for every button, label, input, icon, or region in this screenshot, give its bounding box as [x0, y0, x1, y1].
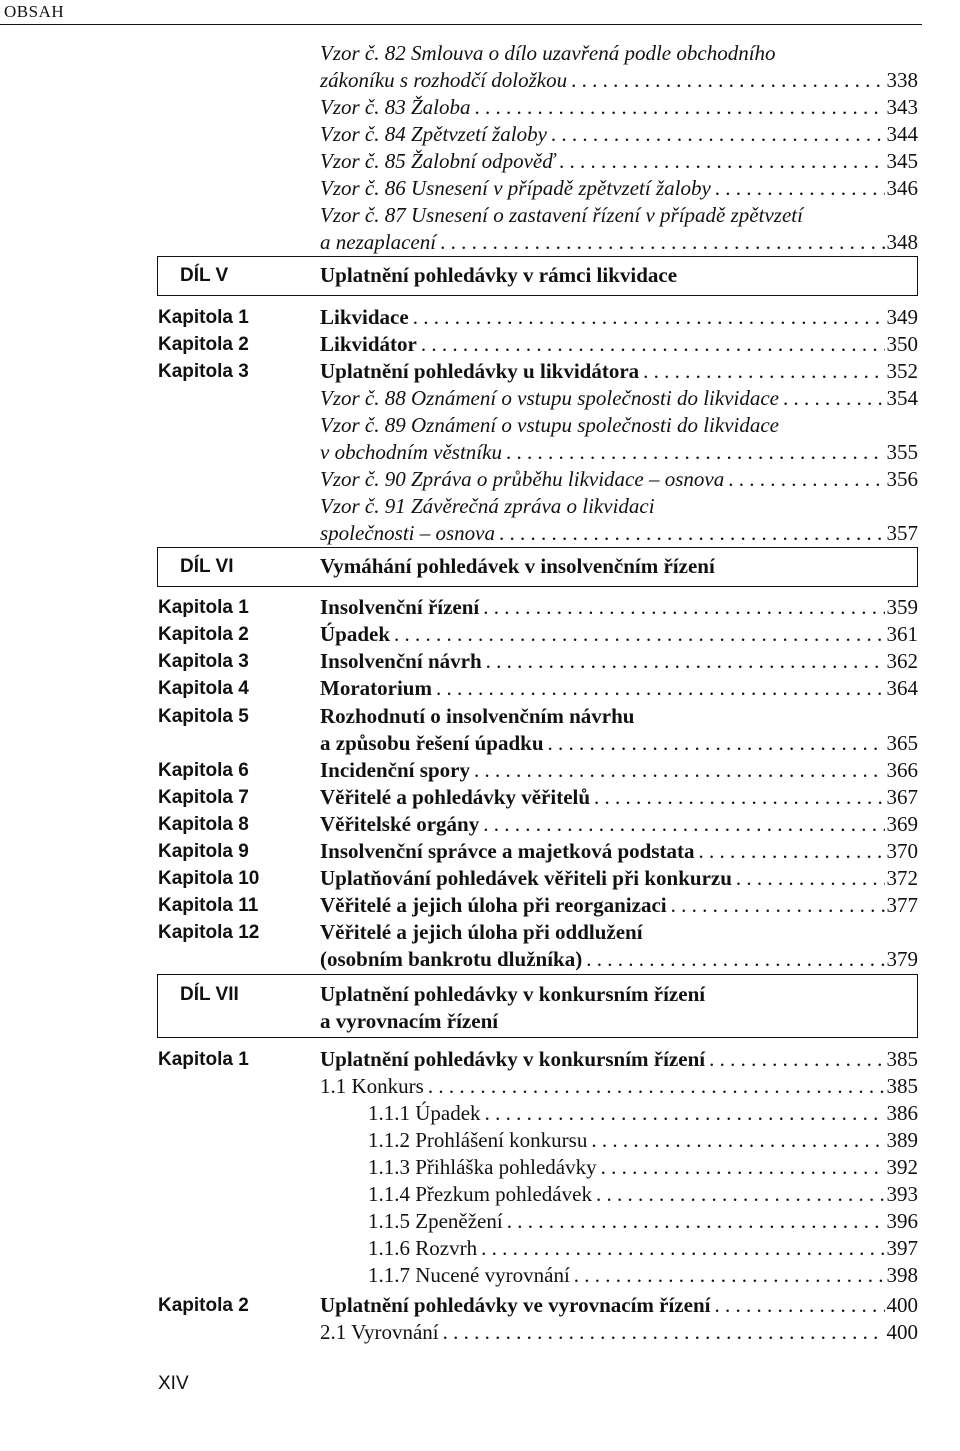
toc-entry-title: Uplatnění pohledávky ve vyrovnacím řízení [320, 1293, 711, 1317]
toc-entry[interactable] [320, 730, 918, 757]
toc-entry[interactable] [320, 331, 918, 358]
chapter-label: Kapitola 1 [158, 307, 249, 328]
toc-entry[interactable] [320, 1292, 918, 1319]
chapter-label: Kapitola 2 [158, 334, 249, 355]
toc-entry[interactable] [320, 757, 918, 784]
toc-entry-title: 1.1.1 Úpadek [368, 1101, 481, 1125]
toc-entry[interactable] [320, 40, 918, 67]
toc-entry[interactable] [368, 1100, 918, 1127]
toc-entry[interactable] [320, 304, 918, 331]
toc-entry-page: 359 [886, 595, 918, 619]
part-title: Vymáhání pohledávek v insolvenčním řízení [320, 554, 715, 578]
toc-entry-page: 343 [886, 95, 918, 119]
chapter-label: Kapitola 3 [158, 651, 249, 672]
toc-entry-title: Likvidace [320, 305, 409, 329]
leader-dots [570, 1262, 885, 1289]
chapter-label: Kapitola 7 [158, 787, 249, 808]
toc-entry-title: Uplatňování pohledávek věřiteli při konkurzu [320, 866, 732, 890]
leader-dots [390, 621, 884, 648]
leader-dots [592, 1181, 885, 1208]
leader-dots [503, 1208, 885, 1235]
leader-dots [710, 1292, 884, 1319]
toc-entry-title: Věřitelé a jejich úloha při oddlužení [320, 920, 643, 944]
toc-entry-title: 2.1 Vyrovnání [320, 1320, 439, 1344]
toc-entry[interactable] [368, 1181, 918, 1208]
leader-dots [547, 121, 885, 148]
toc-entry-page: 350 [886, 332, 918, 356]
toc-entry[interactable] [320, 466, 918, 493]
leader-dots [705, 1046, 884, 1073]
toc-entry-title: a nezaplacení [320, 230, 437, 254]
toc-entry-page: 369 [886, 812, 918, 836]
toc-entry-title: 1.1.5 Zpeněžení [368, 1209, 503, 1233]
toc-entry[interactable] [320, 493, 918, 520]
toc-entry-title: Vzor č. 84 Zpětvzetí žaloby [320, 122, 547, 146]
chapter-label: Kapitola 8 [158, 814, 249, 835]
toc-entry-page: 372 [886, 866, 918, 890]
leader-dots [432, 675, 885, 702]
chapter-label: Kapitola 3 [158, 361, 249, 382]
leader-dots [590, 784, 884, 811]
toc-entry[interactable] [320, 648, 918, 675]
leader-dots [482, 648, 885, 675]
leader-dots [477, 1235, 884, 1262]
toc-entry[interactable] [320, 594, 918, 621]
chapter-label: Kapitola 9 [158, 841, 249, 862]
toc-entry[interactable] [368, 1208, 918, 1235]
toc-entry-page: 367 [886, 785, 918, 809]
part-label: DÍL V [180, 265, 229, 286]
leader-dots [471, 94, 885, 121]
toc-entry-page: 385 [886, 1074, 918, 1098]
part-label: DÍL VII [180, 984, 239, 1005]
chapter-label: Kapitola 6 [158, 760, 249, 781]
toc-entry-page: 366 [886, 758, 918, 782]
toc-entry-page: 346 [886, 176, 918, 200]
toc-entry[interactable] [320, 67, 918, 94]
toc-entry[interactable] [320, 385, 918, 412]
toc-entry[interactable] [320, 811, 918, 838]
toc-entry-title: Vzor č. 89 Oznámení o vstupu společnosti do likvidace [320, 413, 780, 437]
leader-dots [587, 1127, 884, 1154]
leader-dots [582, 946, 884, 973]
leader-dots [711, 175, 885, 202]
toc-entry-page: 355 [886, 440, 918, 464]
toc-entry[interactable] [320, 946, 918, 973]
leader-dots [567, 67, 884, 94]
toc-entry-page: 400 [886, 1293, 918, 1317]
toc-entry-page: 393 [886, 1182, 918, 1206]
toc-entry-page: 386 [886, 1101, 918, 1125]
leader-dots [597, 1154, 885, 1181]
toc-entry-title: Uplatnění pohledávky u likvidátora [320, 359, 640, 383]
leader-dots [470, 757, 885, 784]
toc-entry-page: 377 [886, 893, 918, 917]
toc-entry-page: 400 [886, 1320, 918, 1344]
toc-entry-page: 361 [886, 622, 918, 646]
running-head: OBSAH [4, 2, 65, 21]
toc-entry-page: 349 [886, 305, 918, 329]
chapter-label: Kapitola 2 [158, 624, 249, 645]
toc-entry[interactable] [320, 229, 918, 256]
toc-entry-page: 345 [886, 149, 918, 173]
part-title: Uplatnění pohledávky v konkursním řízení a vyrovnacím řízení [320, 982, 706, 1033]
toc-entry[interactable] [320, 94, 918, 121]
toc-entry-title: Insolvenční návrh [320, 649, 482, 673]
leader-dots [667, 892, 885, 919]
part-title: Uplatnění pohledávky v rámci likvidace [320, 263, 678, 287]
toc-entry-page: 370 [886, 839, 918, 863]
toc-entry[interactable] [320, 148, 918, 175]
toc-entry-title: Úpadek [320, 622, 391, 646]
toc-entry-title: 1.1 Konkurs [320, 1074, 424, 1098]
toc-entry[interactable] [320, 175, 918, 202]
chapter-label: Kapitola 4 [158, 678, 249, 699]
leader-dots [779, 385, 884, 412]
toc-entry-title: 1.1.2 Prohlášení konkursu [368, 1128, 588, 1152]
toc-entry[interactable] [320, 703, 918, 730]
leader-dots [495, 520, 885, 547]
toc-entry-title: Věřitelé a jejich úloha při reorganizaci [320, 893, 667, 917]
toc-entry[interactable] [320, 1319, 918, 1346]
leader-dots [695, 838, 885, 865]
toc-entry[interactable] [320, 838, 918, 865]
toc-entry-title: Vzor č. 91 Závěrečná zpráva o likvidaci [320, 494, 655, 518]
toc-entry-page: 385 [886, 1047, 918, 1071]
toc-entry-page: 352 [886, 359, 918, 383]
leader-dots [479, 811, 884, 838]
toc-entry-title: Moratorium [320, 676, 432, 700]
toc-entry-page: 365 [886, 731, 918, 755]
leader-dots [439, 1319, 885, 1346]
toc-entry-page: 389 [886, 1128, 918, 1152]
toc-entry-page: 338 [886, 68, 918, 92]
toc-entry-page: 392 [886, 1155, 918, 1179]
chapter-label: Kapitola 11 [158, 895, 259, 916]
toc-entry[interactable] [368, 1127, 918, 1154]
page-number: XIV [158, 1373, 189, 1394]
leader-dots [555, 148, 884, 175]
chapter-label: Kapitola 2 [158, 1295, 249, 1316]
toc-entry-title: Vzor č. 85 Žalobní odpověď [320, 149, 556, 173]
leader-dots [502, 439, 885, 466]
toc-entry-title: Uplatnění pohledávky v konkursním řízení [320, 1047, 706, 1071]
part-label: DÍL VI [180, 556, 234, 577]
leader-dots [724, 466, 884, 493]
toc-entry-page: 364 [886, 676, 918, 700]
toc-entry[interactable] [320, 520, 918, 547]
toc-entry-title: 1.1.6 Rozvrh [368, 1236, 478, 1260]
toc-entry-page: 356 [886, 467, 918, 491]
leader-dots [436, 229, 884, 256]
part-heading [157, 256, 918, 296]
toc-entry-page: 379 [886, 947, 918, 971]
chapter-label: Kapitola 10 [158, 868, 260, 889]
toc-entry-title: 1.1.7 Nucené vyrovnání [368, 1263, 570, 1287]
toc-entry-page: 357 [886, 521, 918, 545]
toc-entry-title: Vzor č. 87 Usnesení o zastavení řízení v případě zpětvzetí [320, 203, 803, 227]
toc-entry-title: Vzor č. 82 Smlouva o dílo uzavřená podle obchodního [320, 41, 776, 65]
toc-entry[interactable] [320, 1073, 918, 1100]
chapter-label: Kapitola 1 [158, 1049, 249, 1070]
toc-entry[interactable] [320, 358, 918, 385]
toc-entry-title: Insolvenční řízení [320, 595, 480, 619]
toc-entry-page: 398 [886, 1263, 918, 1287]
toc-entry-page: 348 [886, 230, 918, 254]
toc-entry-page: 362 [886, 649, 918, 673]
toc-entry-title: a způsobu řešení úpadku [320, 731, 544, 755]
leader-dots [417, 331, 885, 358]
toc-entry[interactable] [320, 892, 918, 919]
toc-entry[interactable] [320, 784, 918, 811]
toc-entry-title: Rozhodnutí o insolvenčním návrhu [320, 704, 635, 728]
leader-dots [481, 1100, 885, 1127]
chapter-label: Kapitola 5 [158, 706, 249, 727]
leader-dots [732, 865, 885, 892]
toc-entry-title: Insolvenční správce a majetková podstata [320, 839, 695, 863]
leader-dots [409, 304, 885, 331]
chapter-label: Kapitola 1 [158, 597, 249, 618]
toc-entry-page: 397 [886, 1236, 918, 1260]
chapter-label: Kapitola 12 [158, 922, 260, 943]
toc-entry[interactable] [320, 865, 918, 892]
toc-entry-title: zákoníku s rozhodčí doložkou [320, 68, 568, 92]
toc-entry[interactable] [368, 1154, 918, 1181]
toc-entry-title: Incidenční spory [320, 758, 470, 782]
part-heading [157, 547, 918, 587]
leader-dots [544, 730, 885, 757]
toc-entry[interactable] [320, 202, 918, 229]
toc-entry-title: Likvidátor [320, 332, 417, 356]
toc-entry-title: 1.1.3 Přihláška pohledávky [368, 1155, 597, 1179]
toc-entry[interactable] [320, 675, 918, 702]
toc-entry[interactable] [320, 439, 918, 466]
toc-entry[interactable] [320, 121, 918, 148]
toc-entry-title: (osobním bankrotu dlužníka) [320, 947, 583, 971]
toc-entry-title: Vzor č. 88 Oznámení o vstupu společnosti do likvidace [320, 386, 780, 410]
toc-entry[interactable] [320, 412, 918, 439]
toc-entry-title: společnosti – osnova [320, 521, 495, 545]
toc-entry[interactable] [320, 1046, 918, 1073]
toc-entry-title: Věřitelé a pohledávky věřitelů [320, 785, 591, 809]
toc-entry-page: 344 [886, 122, 918, 146]
leader-dots [424, 1073, 885, 1100]
part-heading [157, 974, 918, 1038]
toc-entry-title: v obchodním věstníku [320, 440, 502, 464]
toc-entry[interactable] [368, 1262, 918, 1289]
toc-entry-page: 354 [886, 386, 918, 410]
leader-dots [639, 358, 884, 385]
toc-entry-page: 396 [886, 1209, 918, 1233]
toc-entry-title: 1.1.4 Přezkum pohledávek [368, 1182, 592, 1206]
toc-entry-title: Věřitelské orgány [320, 812, 480, 836]
toc-entry[interactable] [368, 1235, 918, 1262]
toc-entry[interactable] [320, 621, 918, 648]
toc-entry[interactable] [320, 919, 918, 946]
toc-entry-title: Vzor č. 83 Žaloba [320, 95, 471, 119]
toc-entry-title: Vzor č. 90 Zpráva o průběhu likvidace – osnova [320, 467, 725, 491]
leader-dots [479, 594, 884, 621]
toc-entry-title: Vzor č. 86 Usnesení v případě zpětvzetí žaloby [320, 176, 711, 200]
